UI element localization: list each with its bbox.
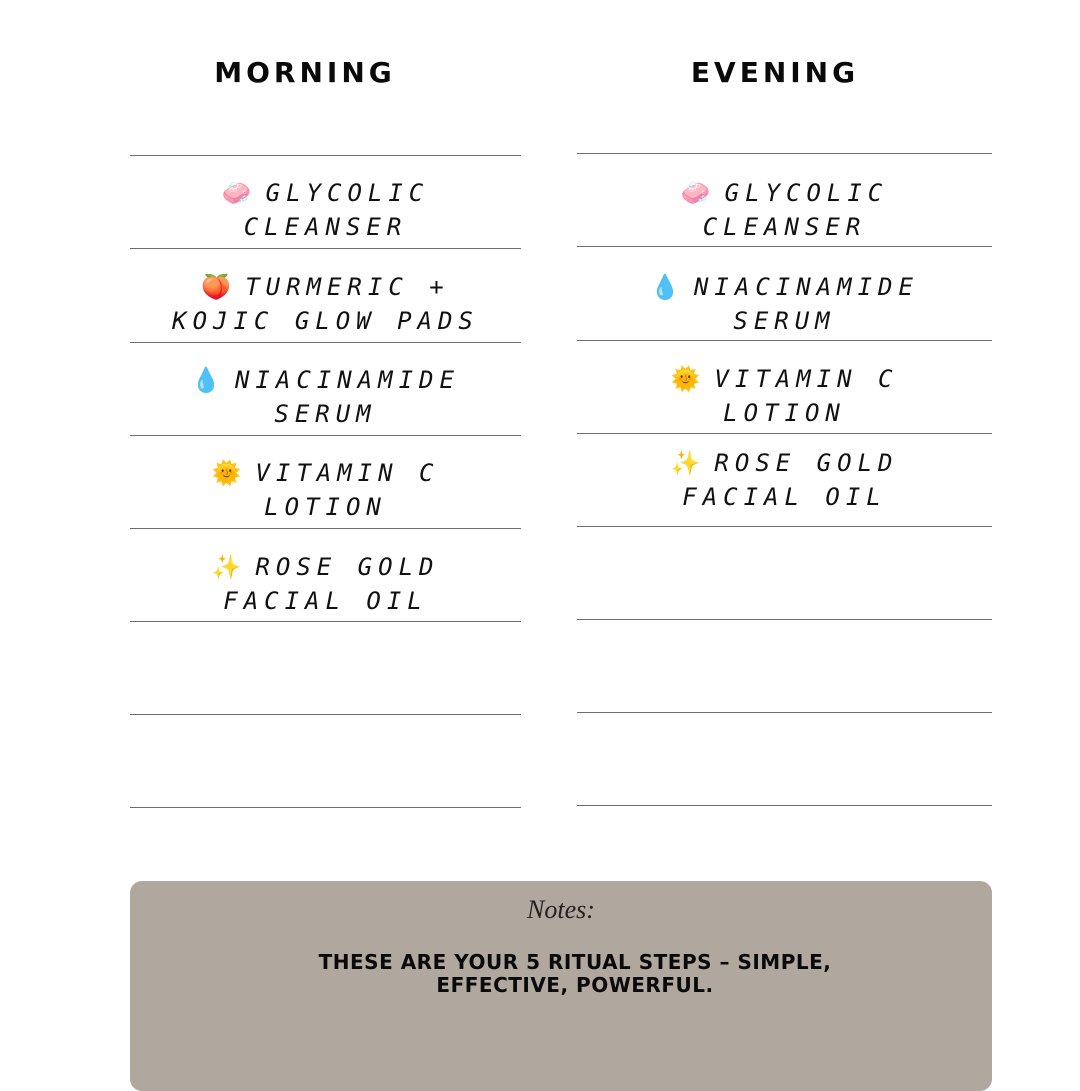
step-line-2: FACIAL OIL	[223, 587, 428, 615]
sun-face-icon: 🌞	[211, 459, 242, 487]
rule-line	[130, 714, 521, 715]
step-line-1: GLYCOLIC	[724, 179, 889, 207]
step-line-2: FACIAL OIL	[682, 483, 887, 511]
sparkles-icon: ✨	[670, 449, 701, 477]
rule-line	[577, 246, 992, 247]
step-line-2: SERUM	[274, 400, 377, 428]
peach-icon: 🍑	[201, 273, 232, 301]
droplet-icon: 💧	[650, 273, 680, 301]
step-line-1: VITAMIN C	[255, 459, 440, 487]
rule-line	[130, 528, 521, 529]
evening-step-2	[577, 270, 992, 338]
evening-title: EVENING	[690, 56, 860, 89]
droplet-icon: 💧	[191, 366, 221, 394]
morning-step-3	[130, 363, 521, 431]
step-line-1: NIACINAMIDE	[234, 366, 460, 394]
step-line-2: LOTION	[723, 399, 846, 427]
step-line-2: KOJIC GLOW PADS	[172, 307, 479, 335]
rule-line	[577, 619, 992, 620]
rule-line	[577, 712, 992, 713]
rule-line	[130, 248, 521, 249]
rule-line	[577, 153, 992, 154]
rule-line	[577, 340, 992, 341]
rule-line	[577, 526, 992, 527]
morning-step-2	[130, 270, 521, 338]
step-line-2: SERUM	[733, 307, 836, 335]
morning-title: MORNING	[214, 56, 396, 89]
step-line-1: VITAMIN C	[714, 365, 899, 393]
sun-face-icon: 🌞	[670, 365, 701, 393]
rule-line	[130, 155, 521, 156]
morning-step-4	[130, 456, 521, 524]
step-line-2: LOTION	[264, 493, 387, 521]
evening-step-1	[577, 176, 992, 244]
step-line-1: TURMERIC +	[245, 273, 450, 301]
morning-step-5	[130, 550, 521, 618]
step-line-2: CLEANSER	[702, 213, 867, 241]
step-line-1: GLYCOLIC	[265, 179, 430, 207]
step-line-1: ROSE GOLD	[714, 449, 899, 477]
notes-body: THESE ARE YOUR 5 RITUAL STEPS – SIMPLE, EFFECTIVE, POWERFUL.	[318, 950, 832, 997]
rule-line	[130, 621, 521, 622]
rule-line	[130, 435, 521, 436]
rule-line	[130, 807, 521, 808]
rule-line	[130, 342, 521, 343]
morning-step-1	[130, 176, 521, 244]
evening-step-3	[577, 362, 992, 430]
step-line-2: CLEANSER	[243, 213, 408, 241]
notes-title: Notes:	[527, 895, 595, 924]
step-line-1: ROSE GOLD	[255, 553, 440, 581]
rule-line	[577, 433, 992, 434]
soap-icon: 🧼	[221, 179, 252, 207]
soap-icon: 🧼	[680, 179, 711, 207]
rule-line	[577, 805, 992, 806]
notes-panel	[130, 881, 992, 1091]
evening-step-4	[577, 446, 992, 514]
step-line-1: NIACINAMIDE	[693, 273, 919, 301]
sparkles-icon: ✨	[211, 553, 242, 581]
